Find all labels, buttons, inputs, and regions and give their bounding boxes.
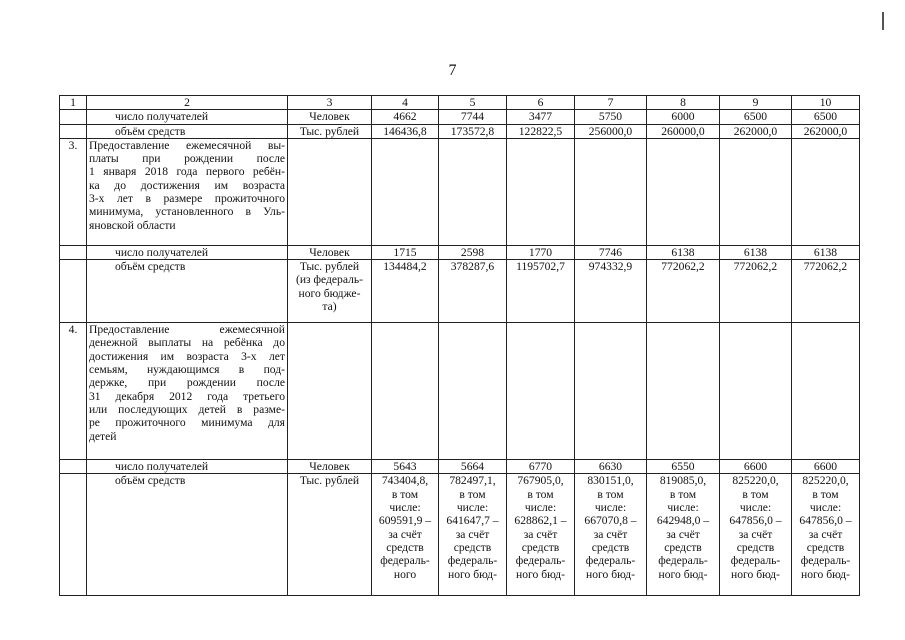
value-line: федераль- xyxy=(515,554,566,568)
empty-cell xyxy=(720,138,792,245)
indicator-label: число получателей xyxy=(87,245,288,259)
indicator-label: число получателей xyxy=(87,110,288,124)
number-cell xyxy=(60,474,87,596)
page-number: 7 xyxy=(448,62,457,79)
value-line: ного бюд- xyxy=(801,567,850,581)
value-line: ного бюд- xyxy=(731,567,780,581)
empty-cell xyxy=(792,138,860,245)
description-line: ре прожиточного минимума для xyxy=(89,416,285,430)
description-line: 1 января 2018 года первого ребён- xyxy=(89,165,285,179)
empty-cell xyxy=(288,323,372,460)
header-cell: 6 xyxy=(507,96,575,110)
section-number: 3. xyxy=(60,138,87,245)
value-line: числе: xyxy=(667,501,699,515)
value-cell xyxy=(439,474,507,596)
description-line: детей xyxy=(89,429,117,443)
value-line: 647856,0 – xyxy=(729,514,782,528)
value-cell: 6630 xyxy=(575,460,647,474)
table-row xyxy=(60,460,860,474)
value-cell: 122822,5 xyxy=(507,124,575,138)
value-cell: 6770 xyxy=(507,460,575,474)
value-line: федераль- xyxy=(380,554,430,568)
value-line: за счёт xyxy=(808,527,843,541)
unit-cell: Человек xyxy=(288,245,372,259)
value-cell: 134484,2 xyxy=(372,260,439,323)
value-line: 641647,7 – xyxy=(446,514,499,528)
header-cell: 5 xyxy=(439,96,507,110)
unit-cell: Человек xyxy=(288,460,372,474)
value-cell: 7744 xyxy=(439,110,507,124)
description-line: или последующих детей в разме- xyxy=(89,402,285,416)
description-line: платы при рождении после xyxy=(89,152,285,166)
empty-cell xyxy=(507,138,575,245)
budget-table xyxy=(59,95,860,596)
value-cell: 7746 xyxy=(575,245,647,259)
value-cell: 256000,0 xyxy=(575,124,647,138)
header-cell: 7 xyxy=(575,96,647,110)
value-cell: 6138 xyxy=(720,245,792,259)
value-line: числе: xyxy=(389,501,421,515)
value-line: 642948,0 – xyxy=(656,514,710,528)
value-line: за счёт xyxy=(523,527,558,541)
value-cell: 3477 xyxy=(507,110,575,124)
value-line: за счёт xyxy=(593,527,628,541)
empty-cell xyxy=(575,323,647,460)
empty-cell xyxy=(575,138,647,245)
value-cell: 4662 xyxy=(372,110,439,124)
value-cell: 974332,9 xyxy=(575,260,647,323)
value-line: ного бюд- xyxy=(658,567,708,581)
description-line: 31 декабря 2012 года третьего xyxy=(89,389,285,403)
description-line: минимума, установленного в Уль- xyxy=(89,205,285,219)
section-number: 4. xyxy=(60,323,87,460)
value-cell: 6500 xyxy=(720,110,792,124)
value-line: федераль- xyxy=(730,554,781,568)
value-cell: 5750 xyxy=(575,110,647,124)
description-line: денежной выплаты на ребёнка до xyxy=(89,336,285,350)
description-line: 3-х лет в размере прожиточного xyxy=(89,192,285,206)
description-line: Предоставление ежемесячной вы- xyxy=(89,138,285,152)
section-row xyxy=(60,138,860,245)
value-line: числе: xyxy=(809,501,842,515)
value-cell xyxy=(575,474,647,596)
empty-cell xyxy=(647,323,720,460)
value-cell: 5643 xyxy=(372,460,439,474)
value-cell xyxy=(647,474,720,596)
value-line: в том xyxy=(669,487,697,501)
value-line: в том xyxy=(459,487,486,501)
value-line: 825220,0, xyxy=(732,474,779,488)
value-line: 609591,9 – xyxy=(378,514,432,528)
value-cell: 262000,0 xyxy=(792,124,860,138)
value-cell: 772062,2 xyxy=(647,260,720,323)
header-cell: 2 xyxy=(87,96,288,110)
unit-line: та) xyxy=(322,300,337,314)
value-line: в том xyxy=(597,487,624,501)
empty-cell xyxy=(720,323,792,460)
value-line: 647856,0 – xyxy=(799,514,852,528)
description-line: семьям, нуждающимся в под- xyxy=(89,363,285,377)
header-cell: 8 xyxy=(647,96,720,110)
description-line: ка до достижения им возраста xyxy=(89,178,285,192)
value-cell: 772062,2 xyxy=(792,260,860,323)
table-row xyxy=(60,245,860,259)
value-line: средств xyxy=(664,540,702,554)
value-cell: 6500 xyxy=(792,110,860,124)
value-line: 825220,0, xyxy=(802,474,849,488)
value-cell: 1195702,7 xyxy=(507,260,575,323)
value-line: ного бюд- xyxy=(448,567,497,581)
value-line: средств xyxy=(591,540,630,554)
unit-line: Тыс. рублей xyxy=(299,260,360,274)
value-line: средств xyxy=(521,540,560,554)
value-line: за счёт xyxy=(388,527,422,541)
empty-cell xyxy=(372,138,439,245)
empty-cell xyxy=(288,138,372,245)
value-cell: 146436,8 xyxy=(372,124,439,138)
header-row xyxy=(60,96,860,110)
value-line: числе: xyxy=(594,501,627,515)
value-line: 628862,1 – xyxy=(514,514,567,528)
value-cell: 772062,2 xyxy=(720,260,792,323)
value-cell: 378287,6 xyxy=(439,260,507,323)
value-cell: 6138 xyxy=(792,245,860,259)
table-row xyxy=(60,474,860,596)
empty-cell xyxy=(647,138,720,245)
table-row xyxy=(60,110,860,124)
value-line: числе: xyxy=(456,501,489,515)
value-line: ного бюд- xyxy=(586,567,635,581)
number-cell xyxy=(60,110,87,124)
table-row xyxy=(60,260,860,323)
section-description xyxy=(87,323,288,460)
header-cell: 3 xyxy=(288,96,372,110)
value-line: в том xyxy=(812,487,839,501)
header-cell: 4 xyxy=(372,96,439,110)
unit-cell: Тыс. рублей xyxy=(288,124,372,138)
description-line: достижения им возраста 3-х лет xyxy=(89,349,285,363)
value-cell xyxy=(720,474,792,596)
value-line: 767905,0, xyxy=(517,474,564,488)
value-cell xyxy=(372,474,439,596)
empty-cell xyxy=(372,323,439,460)
description-line: Предоставление ежемесячной xyxy=(89,323,285,337)
value-line: за счёт xyxy=(666,527,700,541)
indicator-label: объём средств xyxy=(87,474,288,596)
value-cell: 5664 xyxy=(439,460,507,474)
value-line: за счёт xyxy=(738,527,773,541)
empty-cell xyxy=(792,323,860,460)
value-cell: 1715 xyxy=(372,245,439,259)
value-cell: 6600 xyxy=(792,460,860,474)
number-cell xyxy=(60,245,87,259)
section-description xyxy=(87,138,288,245)
value-line: числе: xyxy=(524,501,557,515)
value-line: 819085,0, xyxy=(659,474,707,488)
value-line: федераль- xyxy=(658,554,708,568)
value-cell: 173572,8 xyxy=(439,124,507,138)
value-line: ного xyxy=(393,567,417,581)
header-cell: 10 xyxy=(792,96,860,110)
value-cell: 6600 xyxy=(720,460,792,474)
empty-cell xyxy=(439,138,507,245)
value-cell: 262000,0 xyxy=(720,124,792,138)
value-cell: 2598 xyxy=(439,245,507,259)
value-cell xyxy=(792,474,860,596)
section-row xyxy=(60,323,860,460)
empty-cell xyxy=(439,323,507,460)
number-cell xyxy=(60,260,87,323)
unit-line: (из федераль- xyxy=(295,273,364,287)
value-line: 830151,0, xyxy=(587,474,634,488)
value-line: средств xyxy=(386,540,424,554)
value-line: в том xyxy=(527,487,554,501)
value-line: федераль- xyxy=(585,554,636,568)
indicator-label: объём средств xyxy=(87,124,288,138)
header-cell: 9 xyxy=(720,96,792,110)
value-cell: 260000,0 xyxy=(647,124,720,138)
value-line: 667070,8 – xyxy=(584,514,637,528)
table-row xyxy=(60,124,860,138)
number-cell xyxy=(60,124,87,138)
scan-mark xyxy=(882,12,884,30)
value-line: 782497,1, xyxy=(449,474,496,488)
unit-cell: Человек xyxy=(288,110,372,124)
description-line: яновской области xyxy=(89,218,176,232)
value-cell: 6138 xyxy=(647,245,720,259)
value-cell: 6000 xyxy=(647,110,720,124)
description-line: держке, при рождении после xyxy=(89,376,285,390)
header-cell: 1 xyxy=(60,96,87,110)
value-line: средств xyxy=(453,540,492,554)
value-line: ного бюд- xyxy=(516,567,565,581)
unit-cell xyxy=(288,260,372,323)
value-line: средств xyxy=(736,540,775,554)
value-line: в том xyxy=(391,487,419,501)
value-cell xyxy=(507,474,575,596)
empty-cell xyxy=(507,323,575,460)
value-line: средств xyxy=(806,540,845,554)
value-cell: 1770 xyxy=(507,245,575,259)
unit-line: ного бюдже- xyxy=(298,286,361,300)
indicator-label: число получателей xyxy=(87,460,288,474)
value-line: числе: xyxy=(739,501,772,515)
value-line: федераль- xyxy=(800,554,851,568)
value-line: 743404,8, xyxy=(381,474,429,488)
value-line: федераль- xyxy=(447,554,498,568)
number-cell xyxy=(60,460,87,474)
value-cell: 6550 xyxy=(647,460,720,474)
unit-cell: Тыс. рублей xyxy=(288,474,372,596)
indicator-label: объём средств xyxy=(87,260,288,323)
value-line: в том xyxy=(742,487,769,501)
value-line: за счёт xyxy=(455,527,490,541)
